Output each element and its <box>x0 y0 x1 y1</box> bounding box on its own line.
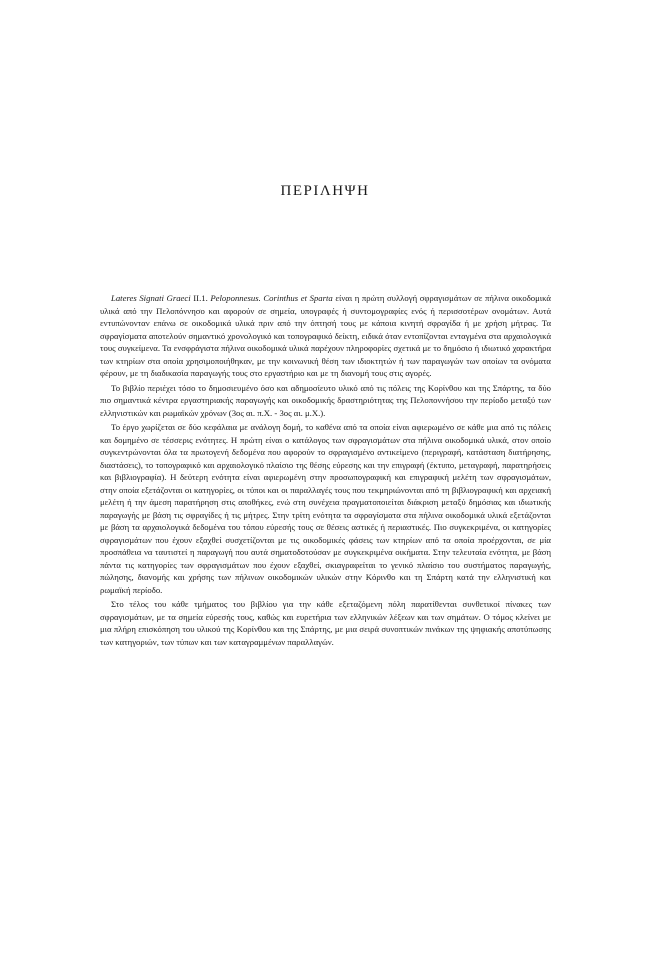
paragraph-intro-text: είναι η πρώτη συλλογή σφραγισμάτων σε πήλινα οικοδομικά υλικά από την Πελοπόννησο και αφορούν σε σημεία, υπογραφές ή συντομογραφίες ενός ή περισσοτέρων ονομάτων. Αυτά εντυπώνονταν επάνω σε οικοδομικά υλικά πριν από την όπτησή τους με κάποια κινητή σφραγίδα ή με χρήση μήτρας. Τα σφραγίσματα αποτελούν σημαντικό χρονολογικό και τοπογραφικό δείκτη, ειδικά όταν εντοπίζονται ενταγμένα στα αρχαιολογικά τους συγκείμενα. Τα ενσφράγιστα πήλινα οικοδομικά υλικά παρέχουν πληροφορίες σχετικά με το δημόσιο ή ιδιωτικό χαρακτήρα των κτηρίων στα οποία χρησιμοποιήθηκαν, με την κοινωνική θέση των ιδιοκτητών ή των παραγωγών των οποίων τα ονόματα φέρουν, με τη διαδικασία παραγωγής τους στο εργαστήριο και με τη διανομή τους στις αγορές. <box>100 293 551 378</box>
book-title-latin: Lateres Signati Graeci <box>111 293 191 303</box>
page-title: ΠΕΡΙΛΗΨΗ <box>280 183 370 199</box>
paragraph-content: Το βιβλίο περιέχει τόσο το δημοσιευμένο όσο και αδημοσίευτο υλικό από τις πόλεις της Κορίνθου και της Σπάρτης, τα δύο πιο σημαντικά κέντρα εργαστηριακής παραγωγής και οικοδομικής δραστηριότητας της Πελοποννήσου την περίοδο μεταξύ των ελληνιστικών και ρωμαϊκών χρόνων (3ος αι. π.Χ. - 3ος αι. μ.Χ.). <box>100 382 551 418</box>
volume-number: II.1. <box>190 293 211 303</box>
paragraph-closing: Στο τέλος του κάθε τμήματος του βιβλίου για την κάθε εξεταζόμενη πόλη παρατίθενται συνθετικοί πίνακες των σφραγισμάτων, με τα σημεία εύρεσής τους, καθώς και ευρετήρια των ελληνικών λέξεων και των σημάτων. Ο τόμος κλείνει με μια πλήρη επισκόπηση του υλικού της Κορίνθου και της Σπάρτης, με μια σειρά συνοπτικών πινάκων της ψηφιακής αποτύπωσης των κατηγοριών, των τύπων και των καταγραμμένων παραλλαγών. <box>100 599 551 647</box>
paragraph-structure: Το έργο χωρίζεται σε δύο κεφάλαια με ανάλογη δομή, το καθένα από τα οποία είναι αφιερωμένο σε κάθε μια από τις πόλεις και δομημένο σε τέσσερις ενότητες. Η πρώτη είναι ο κατάλογος των σφραγισμάτων στα πήλινα οικοδομικά υλικά, στον οποίο συγκεντρώνονται όλα τα πρωτογενή δεδομένα που αφορούν το σφραγισμένο αντικείμενο (περιγραφή, κατάσταση διατήρησης, διαστάσεις), το τοπογραφικό και αρχαιολογικό πλαίσιο της θέσης εύρεσης και την επιγραφή (έκτυπο, μεταγραφή, παρατηρήσεις και βιβλιογραφία). Η δεύτερη ενότητα είναι αφιερωμένη στην προσωπογραφική και επιγραφική μελέτη των σφραγισμάτων, στην οποία εξετάζονται οι κατηγορίες, οι τύποι και οι παραλλαγές τους που τεκμηριώνονται από τη βιβλιογραφική και αρχειακή μελέτη ή την άμεση παρατήρηση στις αποθήκες, ενώ στη συνέχεια πραγματοποιείται διάκριση μεταξύ δημόσιας και ιδιωτικής παραγωγής με βάση τις σφραγίδες ή τις μήτρες. Στην τρίτη ενότητα τα σφραγίσματα στα πήλινα οικοδομικά υλικά εξετάζονται με βάση τα αρχαιολογικά δεδομένα του τόπου εύρεσής τους σε θέσεις αστικές ή περιαστικές. Πιο συγκεκριμένα, οι κατηγορίες σφραγισμάτων που έχουν εξαχθεί συσχετίζονται με τις οικοδομικές φάσεις των κτηρίων από τα οποία προέρχονται, σε μία προσπάθεια να ταυτιστεί η παραγωγή που αυτά σηματοδοτούσαν με συγκεκριμένα οικήματα. Στην τελευταία ενότητα, με βάση πάντα τις κατηγορίες των σφραγισμάτων που έχουν εξαχθεί, σκιαγραφείται το γενικό πλαίσιο του συστήματος παραγωγής, πώλησης, διανομής και χρήσης των πήλινων οικοδομικών υλικών στην Κόρινθο και τη Σπάρτη κατά την ελληνιστική και ρωμαϊκή περίοδο. <box>100 422 551 595</box>
book-subtitle-latin: Peloponnesus. Corinthus et Sparta <box>210 293 333 303</box>
paragraph-intro <box>100 292 551 380</box>
summary-body <box>100 292 551 648</box>
